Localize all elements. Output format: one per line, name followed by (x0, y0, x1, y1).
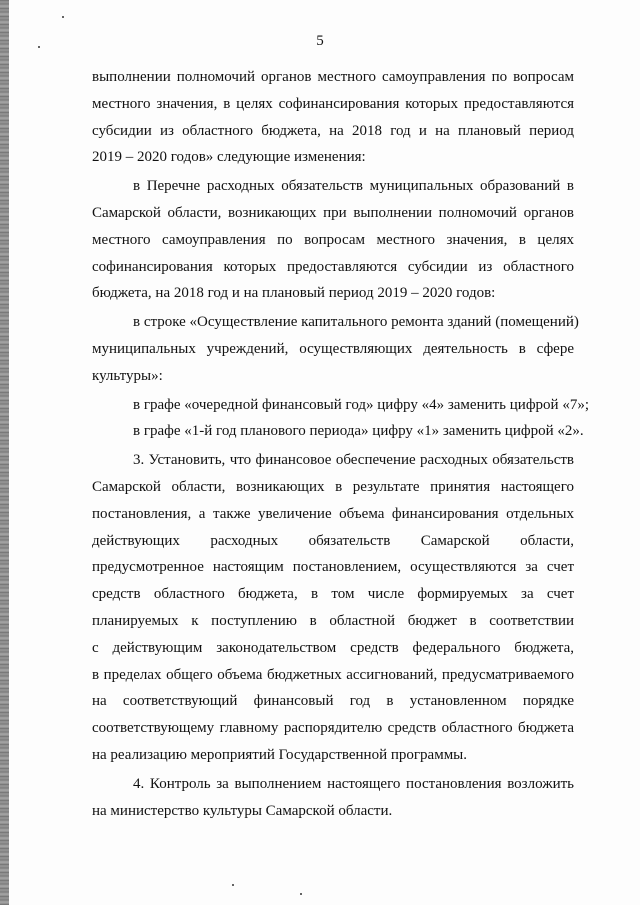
document-body (92, 64, 589, 824)
text-line: культуры»: (92, 367, 163, 384)
text-line: 2019 – 2020 годов» следующие изменения: (92, 149, 366, 166)
text-line: муниципальных учреждений, осуществляющих деятельность в сфере (92, 340, 574, 357)
text-line: бюджета, на 2018 год и на плановый период 2019 – 2020 годов: (92, 285, 496, 302)
text-line: в графе «1-й год планового периода» цифру «1» заменить цифрой «2». (133, 423, 584, 440)
text-line: на министерство культуры Самарской области. (92, 802, 393, 819)
paragraph (92, 392, 589, 419)
text-line: выполнении полномочий органов местного самоуправления по вопросам (92, 69, 574, 85)
text-line: на реализацию мероприятий Государственной программы. (92, 746, 468, 763)
paragraph (92, 447, 574, 769)
paragraph (92, 418, 584, 445)
text-line: предусмотренное настоящим постановлением, осуществляются за счет (92, 559, 574, 576)
text-line: 4. Контроль за выполнением настоящего постановления возложить (133, 775, 574, 792)
text-line: местного значения, в целях софинансирования которых предоставляются (92, 95, 574, 112)
text-line: средств областного бюджета, в том числе формируемых за счет (92, 586, 574, 603)
text-line: в строке «Осуществление капитального ремонта зданий (помещений) (133, 314, 579, 331)
paragraph (92, 173, 574, 307)
text-line: с действующим законодательством средств федерального бюджета, (92, 639, 574, 656)
paragraph (92, 64, 574, 171)
text-line: на соответствующий финансовый год в установленном порядке (92, 693, 574, 710)
text-line: действующих расходных обязательств Самарской области, (92, 532, 574, 549)
text-line: в пределах общего объема бюджетных ассигнований, предусматриваемого (92, 666, 574, 683)
page-number: 5 (316, 33, 324, 49)
text-line: Самарской области, возникающих в результате принятия настоящего (92, 478, 574, 495)
text-line: в Перечне расходных обязательств муниципальных образований в (133, 178, 574, 195)
paragraph (92, 309, 579, 389)
text-line: Самарской области, возникающих при выполнении полномочий органов (92, 204, 574, 221)
text-line: соответствующему главному распорядителю средств областного бюджета (92, 720, 574, 737)
text-line: постановления, а также увеличение объема финансирования отдельных (92, 505, 574, 522)
text-line: софинансирования которых предоставляются субсидии из областного (92, 258, 574, 275)
scan-edge (0, 0, 9, 905)
text-line: планируемых к поступлению в областной бюджет в соответствии (92, 612, 574, 629)
text-line: 3. Установить, что финансовое обеспечение расходных обязательств (133, 452, 574, 469)
paragraph (92, 771, 574, 825)
text-line: субсидии из областного бюджета, на 2018 год и на плановый период (92, 122, 574, 139)
text-line: в графе «очередной финансовый год» цифру «4» заменить цифрой «7»; (133, 396, 589, 413)
scan-speck (62, 16, 64, 18)
text-line: местного самоуправления по вопросам местного значения, в целях (92, 231, 574, 248)
scan-speck (300, 893, 302, 895)
scan-speck (232, 884, 234, 886)
